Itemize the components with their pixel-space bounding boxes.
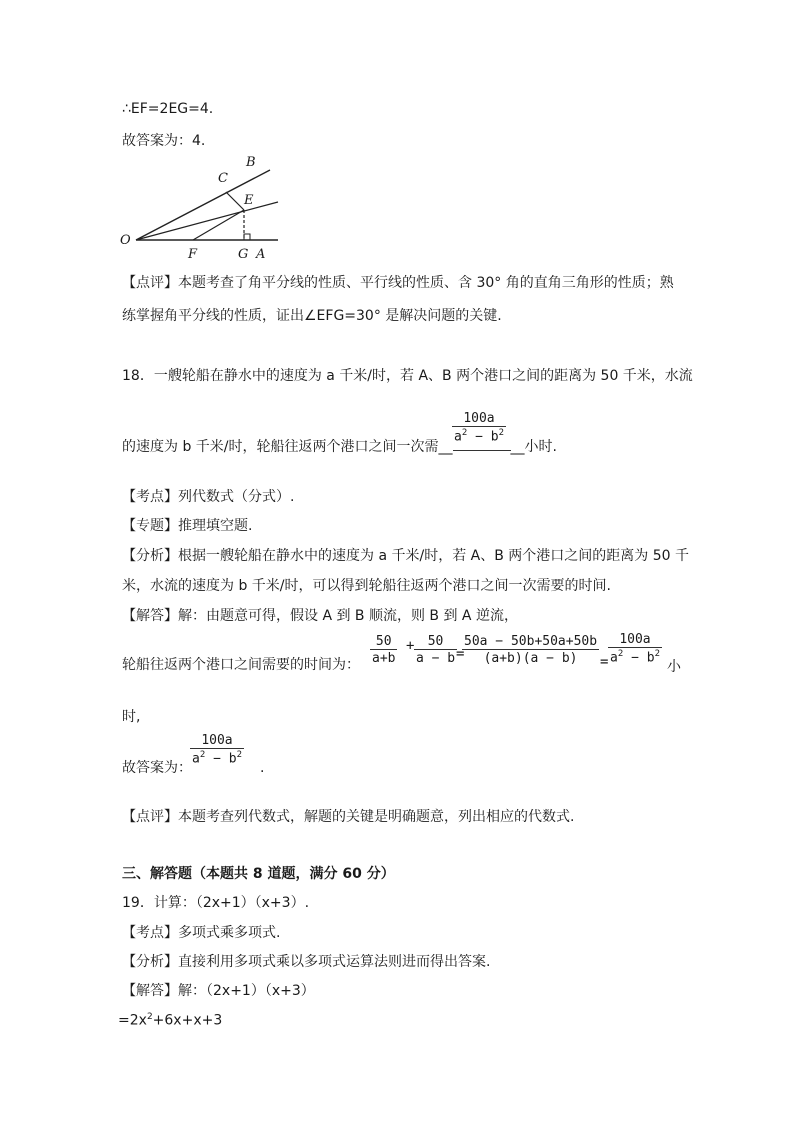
q18-zhuanti: 【专题】推理填空题. [122,518,253,534]
q19-jieda: 【解答】解：（2x+1）（x+3） [122,983,315,999]
section-title: 三、解答题（本题共 8 道题，满分 60 分） [122,866,395,882]
bisector-oe [136,202,278,240]
q18-stem-line-2: 的速度为 b 千米/时，轮船往返两个港口之间一次需__ __小时. [122,439,557,455]
q18-jieda-2: 轮船往返两个港口之间需要的时间为： [122,657,360,673]
q18-dianping: 【点评】本题考查列代数式，解题的关键是明确题意，列出相应的代数式. [122,809,575,825]
label-g: G [238,247,249,262]
q18-kaodian: 【考点】列代数式（分式）. [122,489,295,505]
tail-char: 小 [667,659,681,675]
fraction-numerator: 100a [463,411,495,426]
q18-fenxi-1: 【分析】根据一艘轮船在静水中的速度为 a 千米/时，若 A、B 两个港口之间的距离为 50 千 [122,548,689,564]
answer-line: 故答案为：4. [122,133,206,149]
segment-fe [193,210,244,240]
fraction-3: $\frac{50a - 50b+50a+50b}{(a+b)(a - b)}$ [464,634,598,666]
plus-sign: + [406,638,415,654]
segment-ce [226,192,244,210]
q18-answer: 故答案为： . [122,760,265,776]
q19-fenxi: 【分析】直接利用多项式乘以多项式运算法则进而得出答案. [122,954,491,970]
fraction-denominator: $a^2 - b^2$ [454,428,504,445]
label-e: E [244,193,254,208]
answer-fraction: $\frac{100a}{a^2 - b^2}$ [192,733,242,767]
q18-stem-line-1: 18．一艘轮船在静水中的速度为 a 千米/时，若 A、B 两个港口之间的距离为 50 千米，水流 [122,368,693,384]
fraction-2: $\frac{50}{a - b}$ [416,634,456,666]
angle-bisector-figure [118,150,288,262]
label-o: O [120,233,131,248]
q18-jieda-3: 时, [122,709,141,725]
comment-line-1: 【点评】本题考查了角平分线的性质、平行线的性质、含 30° 角的直角三角形的性质；熟 [122,275,674,291]
q19-step-1: $=2x^2+6x+x+3$ [118,1012,223,1029]
label-b: B [246,155,256,170]
q19-stem: 19．计算：（2x+1）（x+3）. [122,895,310,911]
q18-fenxi-2: 米，水流的速度为 b 千米/时，可以得到轮船往返两个港口之间一次需要的时间. [122,578,611,594]
equals-sign-1: = [456,646,465,662]
q19-kaodian: 【考点】多项式乘多项式. [122,925,281,941]
fraction-4: $\frac{100a}{a^2 - b^2}$ [610,632,660,666]
label-f: F [188,247,198,262]
comment-line-2: 练掌握角平分线的性质，证出∠EFG=30° 是解决问题的关键. [122,308,502,324]
label-c: C [218,171,228,186]
q18-jieda-1: 【解答】解：由题意可得，假设 A 到 B 顺流，则 B 到 A 逆流， [122,608,518,624]
conclusion-line: ∴EF=2EG=4. [122,101,214,117]
label-a: A [256,247,266,262]
right-angle-mark [244,234,250,240]
equals-sign-2: = [600,654,609,670]
fraction-1: $\frac{50}{a+b}$ [372,634,396,666]
